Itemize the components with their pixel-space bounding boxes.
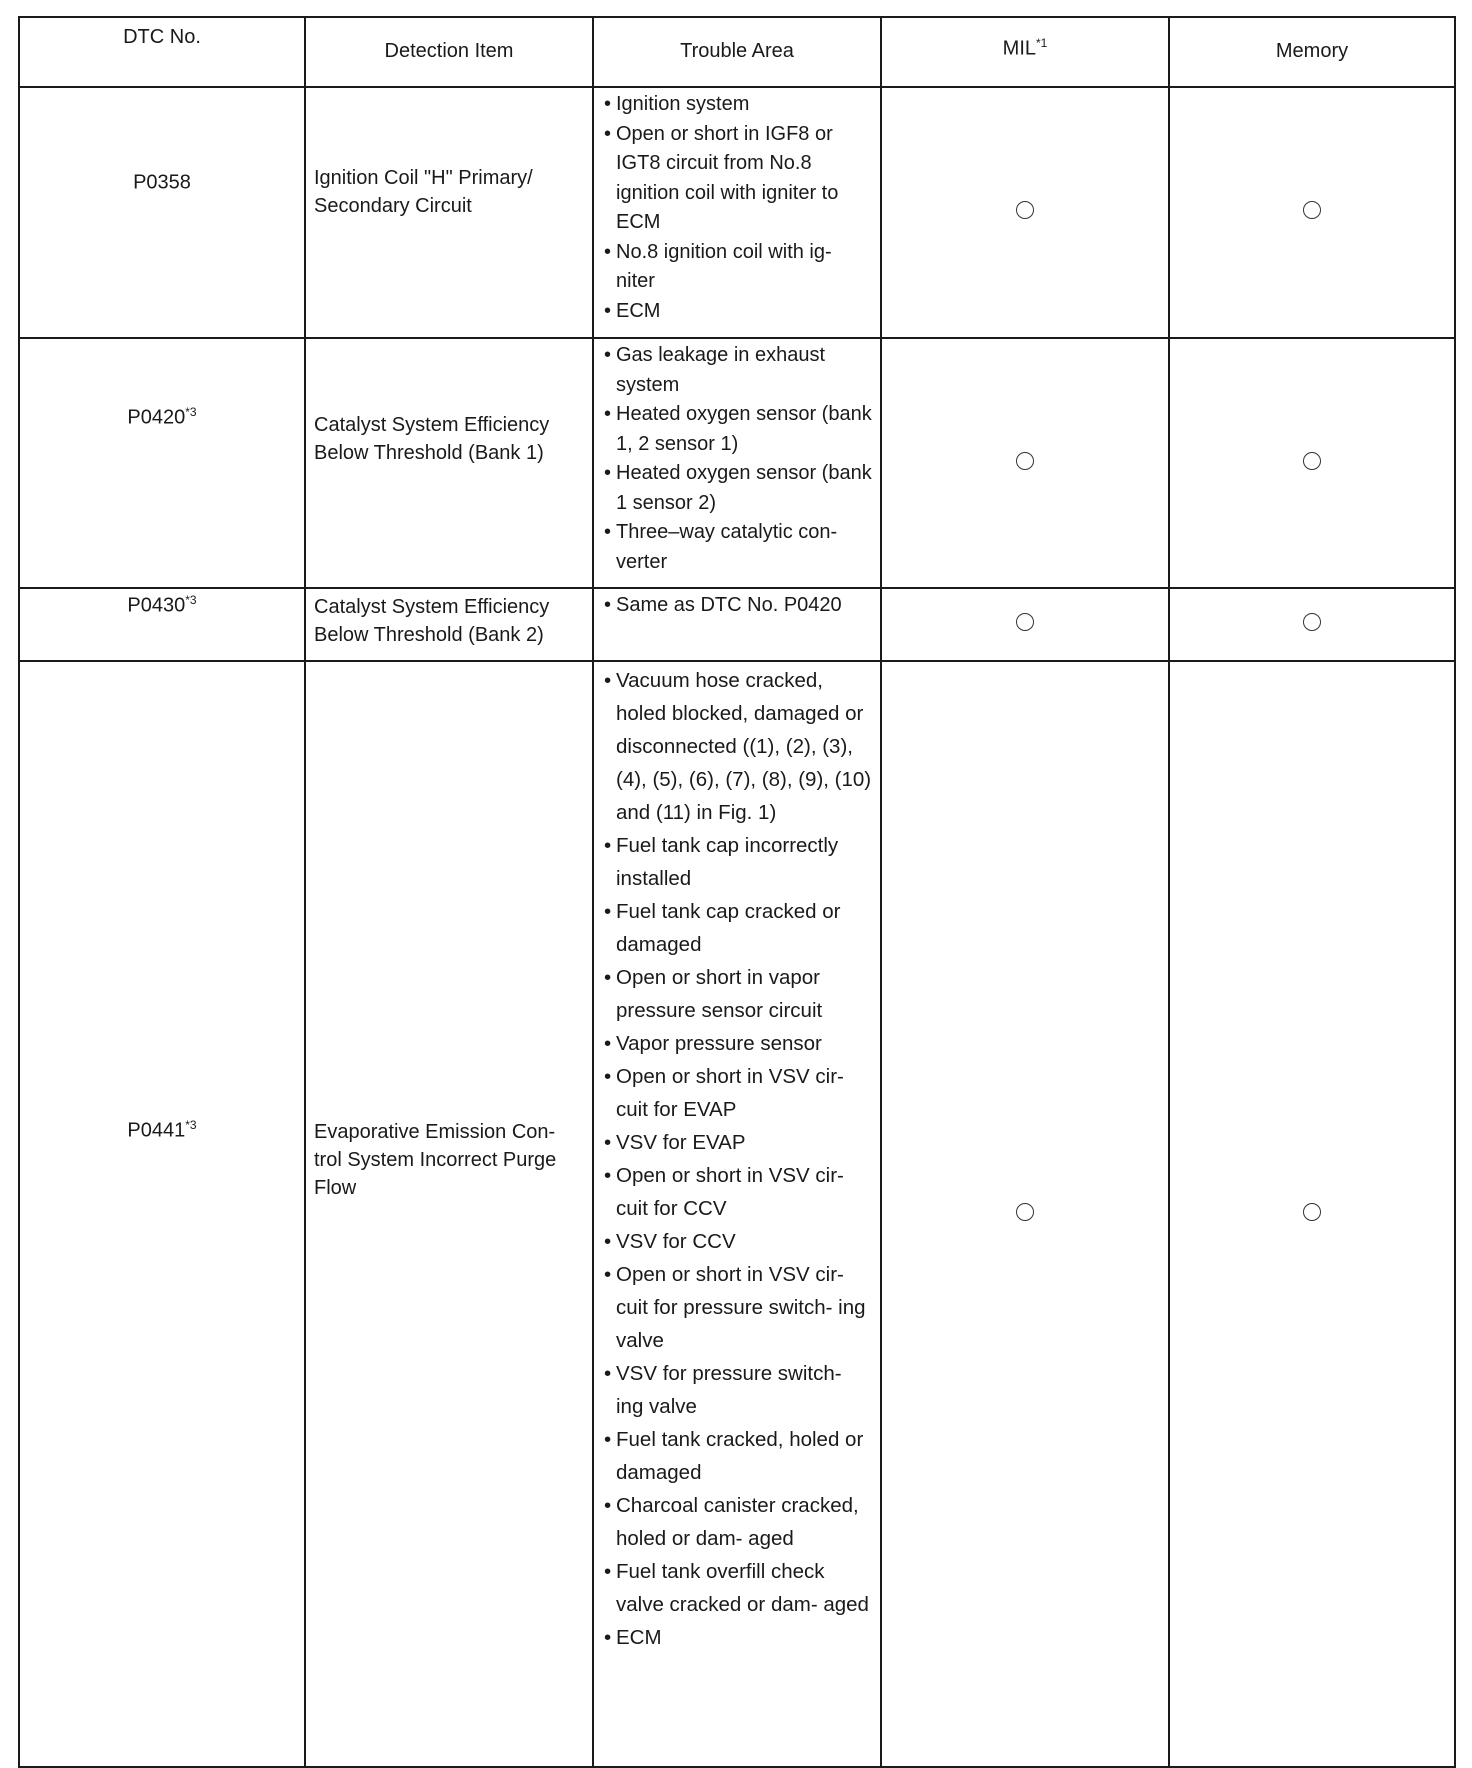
trouble-area-list <box>604 664 874 1654</box>
detection-item-cell <box>305 588 593 661</box>
trouble-area-item: • Open or short in VSV cir- cuit for pressure switch- ing valve <box>604 1258 874 1357</box>
header-detection-item: Detection Item <box>305 17 593 87</box>
trouble-area-item: • Ignition system <box>604 90 874 120</box>
trouble-area-cell <box>593 87 881 338</box>
table-row <box>19 338 1455 588</box>
dtc-code-footnote: *3 <box>185 1118 197 1132</box>
trouble-area-item: • Open or short in VSV cir- cuit for EVAP <box>604 1060 874 1126</box>
trouble-area-item: • Fuel tank cap incorrectly installed <box>604 829 874 895</box>
mil-on-circle-icon <box>1016 452 1034 470</box>
header-row <box>19 17 1455 87</box>
dtc-code <box>20 662 304 1143</box>
trouble-area-item: • Fuel tank overfill check valve cracked or dam- aged <box>604 1555 874 1621</box>
detection-item-text: Catalyst System Efficiency Below Threshold (Bank 1) <box>314 414 550 464</box>
dtc-code <box>20 339 304 430</box>
trouble-area-item: • VSV for CCV <box>604 1225 874 1258</box>
dtc-code-text: P0420 <box>127 406 186 429</box>
trouble-area-cell <box>593 338 881 588</box>
mil-cell <box>881 661 1169 1767</box>
memory-cell <box>1169 87 1455 338</box>
mil-cell <box>881 338 1169 588</box>
dtc-code-cell <box>19 87 305 338</box>
dtc-code-cell <box>19 588 305 661</box>
trouble-area-item: • Gas leakage in exhaust system <box>604 341 874 400</box>
header-mil-label: MIL <box>1002 37 1036 60</box>
trouble-area-item: • Vapor pressure sensor <box>604 1027 874 1060</box>
trouble-area-item: • ECM <box>604 1621 874 1654</box>
trouble-area-item: • Open or short in VSV cir- cuit for CCV <box>604 1159 874 1225</box>
trouble-area-cell <box>593 661 881 1767</box>
dtc-table <box>18 16 1456 1768</box>
detection-item-cell <box>305 661 593 1767</box>
trouble-area-list <box>604 591 874 621</box>
detection-item-text: Catalyst System Efficiency Below Threshold (Bank 2) <box>314 596 550 646</box>
detection-item-text: Ignition Coil "H" Primary/ Secondary Circuit <box>314 167 533 217</box>
table-row <box>19 661 1455 1767</box>
dtc-code-footnote: *3 <box>185 405 197 419</box>
detection-item-cell <box>305 87 593 338</box>
trouble-area-item: • ECM <box>604 297 874 327</box>
trouble-area-item: • No.8 ignition coil with ig- niter <box>604 238 874 297</box>
dtc-code <box>20 88 304 195</box>
memory-stored-circle-icon <box>1303 613 1321 631</box>
mil-on-circle-icon <box>1016 1203 1034 1221</box>
trouble-area-item: • Vacuum hose cracked, holed blocked, damaged or disconnected ((1), (2), (3), (4), (5), (6), (7), (8), (9), (10) and (11) in Fig. 1) <box>604 664 874 829</box>
dtc-code-footnote: *3 <box>185 593 197 607</box>
table-row <box>19 588 1455 661</box>
memory-stored-circle-icon <box>1303 452 1321 470</box>
header-dtc-no: DTC No. <box>19 17 305 87</box>
trouble-area-item: • Fuel tank cracked, holed or damaged <box>604 1423 874 1489</box>
mil-on-circle-icon <box>1016 613 1034 631</box>
detection-item-text: Evaporative Emission Con- trol System Incorrect Purge Flow <box>314 1121 557 1199</box>
dtc-code-cell <box>19 338 305 588</box>
header-mil <box>881 17 1169 87</box>
trouble-area-item: • VSV for EVAP <box>604 1126 874 1159</box>
trouble-area-list <box>604 90 874 326</box>
trouble-area-cell <box>593 588 881 661</box>
memory-stored-circle-icon <box>1303 1203 1321 1221</box>
memory-stored-circle-icon <box>1303 201 1321 219</box>
trouble-area-item: • Open or short in IGF8 or IGT8 circuit from No.8 ignition coil with igniter to ECM <box>604 120 874 238</box>
dtc-code-text: P0441 <box>127 1119 186 1142</box>
header-trouble-area: Trouble Area <box>593 17 881 87</box>
dtc-code <box>20 589 304 618</box>
mil-cell <box>881 87 1169 338</box>
trouble-area-item: • Heated oxygen sensor (bank 1 sensor 2) <box>604 459 874 518</box>
trouble-area-item: • Charcoal canister cracked, holed or dam- aged <box>604 1489 874 1555</box>
mil-cell <box>881 588 1169 661</box>
trouble-area-item: • Heated oxygen sensor (bank 1, 2 sensor 1) <box>604 400 874 459</box>
memory-cell <box>1169 661 1455 1767</box>
header-memory: Memory <box>1169 17 1455 87</box>
memory-cell <box>1169 338 1455 588</box>
trouble-area-item: • Fuel tank cap cracked or damaged <box>604 895 874 961</box>
header-mil-footnote: *1 <box>1036 36 1048 50</box>
dtc-code-cell <box>19 661 305 1767</box>
table-body <box>19 87 1455 1767</box>
trouble-area-item: • Same as DTC No. P0420 <box>604 591 874 621</box>
trouble-area-item: • Three–way catalytic con- verter <box>604 518 874 577</box>
dtc-code-text: P0358 <box>133 171 191 194</box>
detection-item-cell <box>305 338 593 588</box>
dtc-code-text: P0430 <box>127 594 186 617</box>
trouble-area-item: • VSV for pressure switch- ing valve <box>604 1357 874 1423</box>
memory-cell <box>1169 588 1455 661</box>
trouble-area-list <box>604 341 874 577</box>
trouble-area-item: • Open or short in vapor pressure sensor circuit <box>604 961 874 1027</box>
table-row <box>19 87 1455 338</box>
mil-on-circle-icon <box>1016 201 1034 219</box>
